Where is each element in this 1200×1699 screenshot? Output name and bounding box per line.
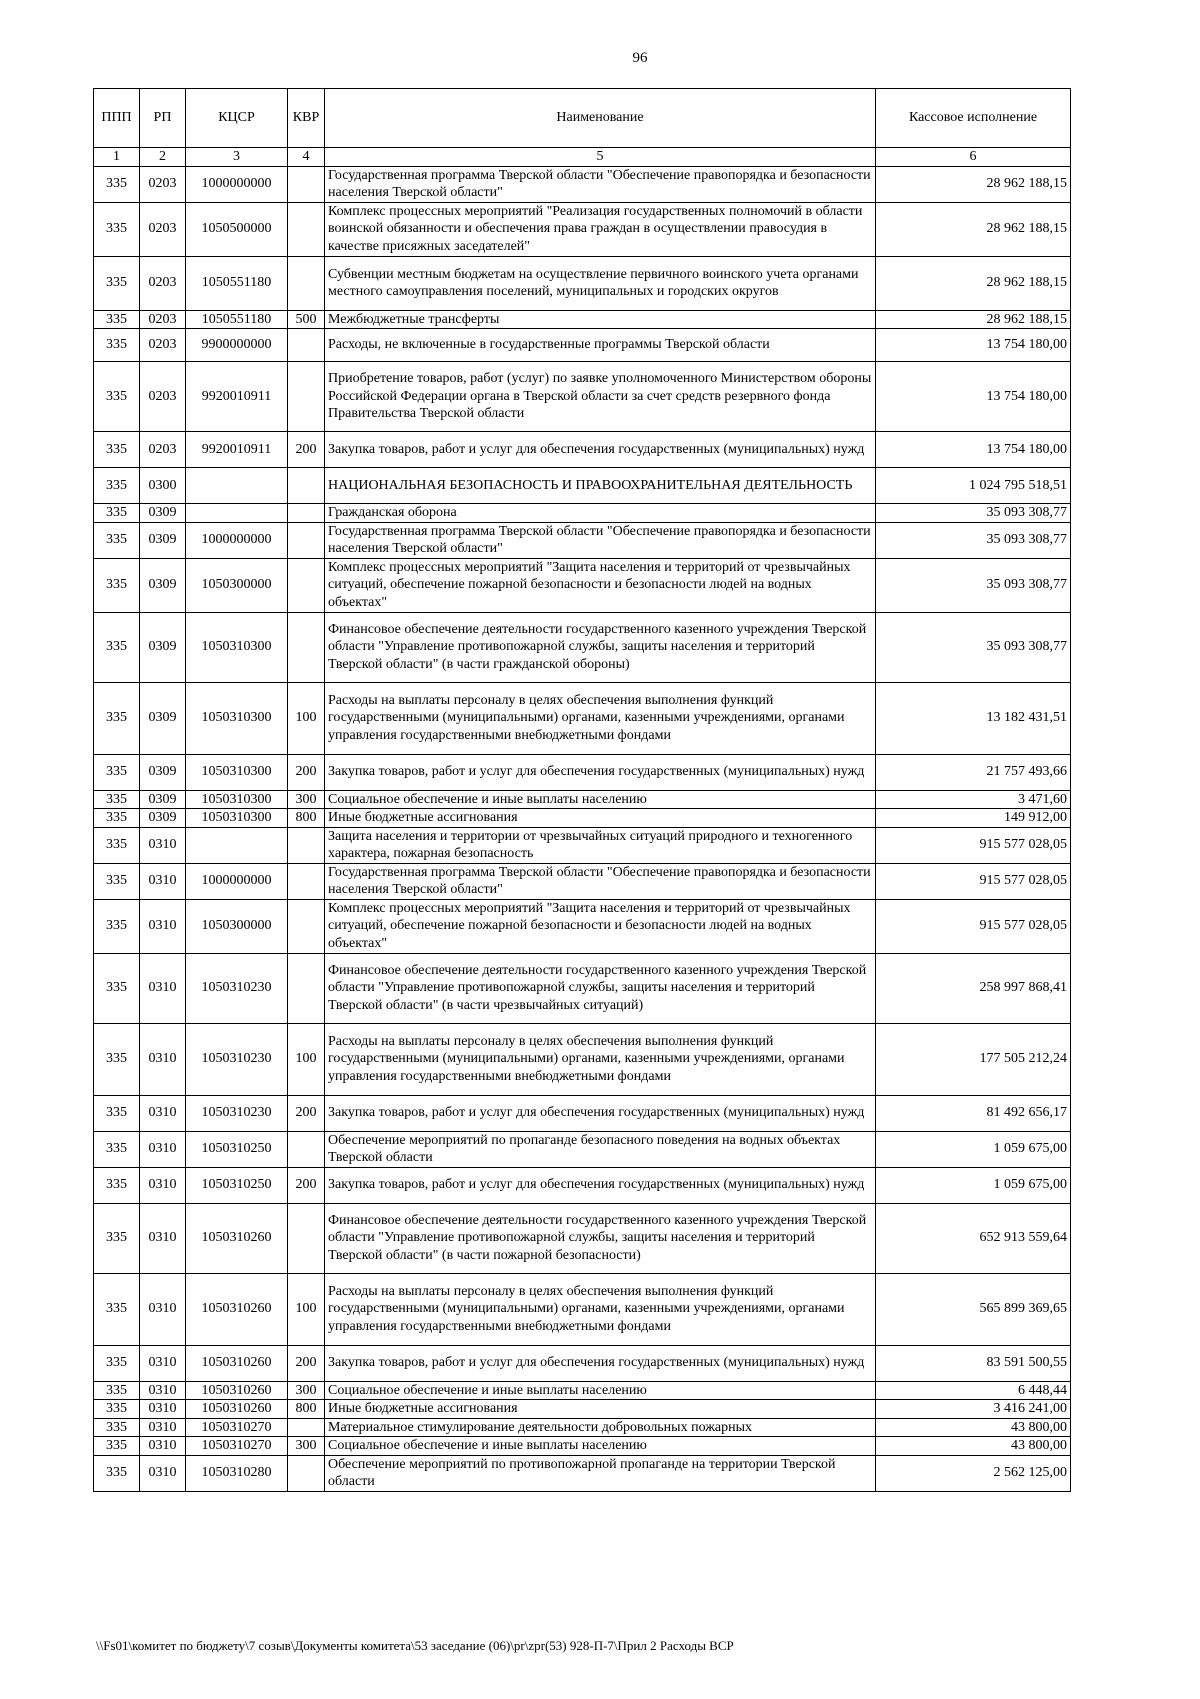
table-row [94, 863, 1071, 899]
column-header-rp: РП [140, 89, 186, 148]
cell-amount: 35 093 308,77 [876, 558, 1071, 612]
cell-rp: 0309 [140, 809, 186, 828]
cell-rp: 0310 [140, 1273, 186, 1345]
cell-ppp: 335 [94, 790, 140, 809]
cell-name: Государственная программа Тверской области "Обеспечение правопорядка и безопасности населения Тверской области" [325, 522, 876, 558]
cell-name: Социальное обеспечение и иные выплаты населению [325, 1437, 876, 1456]
cell-kvr: 200 [288, 1167, 325, 1203]
cell-rp: 0309 [140, 522, 186, 558]
column-number: 2 [140, 148, 186, 167]
cell-ppp: 335 [94, 1167, 140, 1203]
cell-kcsr: 1050551180 [186, 256, 288, 310]
cell-kcsr: 1050310230 [186, 953, 288, 1023]
cell-amount: 28 962 188,15 [876, 256, 1071, 310]
cell-ppp: 335 [94, 754, 140, 790]
cell-kvr [288, 863, 325, 899]
budget-table [93, 88, 1071, 1492]
cell-ppp: 335 [94, 432, 140, 468]
cell-name: Закупка товаров, работ и услуг для обеспечения государственных (муниципальных) нужд [325, 1167, 876, 1203]
cell-kvr [288, 362, 325, 432]
cell-kvr [288, 504, 325, 523]
cell-name: Финансовое обеспечение деятельности государственного казенного учреждения Тверской области "Управление противопожарной службы, защиты населения и территорий Тверской области" (в части пожарной безопасности) [325, 1203, 876, 1273]
table-row [94, 1345, 1071, 1381]
cell-rp: 0309 [140, 790, 186, 809]
cell-kcsr: 1050310270 [186, 1418, 288, 1437]
cell-name: Комплекс процессных мероприятий "Реализация государственных полномочий в области воинской обязанности и обеспечения права граждан в осуществлении правосудия в качестве присяжных заседателей" [325, 202, 876, 256]
column-header-kvr: КВР [288, 89, 325, 148]
cell-kcsr: 1000000000 [186, 166, 288, 202]
cell-kvr: 200 [288, 432, 325, 468]
cell-kcsr: 1050310270 [186, 1437, 288, 1456]
cell-amount: 3 416 241,00 [876, 1400, 1071, 1419]
cell-amount: 13 754 180,00 [876, 432, 1071, 468]
cell-kcsr: 1050310260 [186, 1203, 288, 1273]
cell-rp: 0203 [140, 432, 186, 468]
cell-rp: 0300 [140, 468, 186, 504]
cell-kvr: 200 [288, 1345, 325, 1381]
cell-kcsr: 1000000000 [186, 863, 288, 899]
table-row [94, 790, 1071, 809]
cell-kvr: 100 [288, 1023, 325, 1095]
cell-ppp: 335 [94, 1400, 140, 1419]
cell-amount: 1 059 675,00 [876, 1167, 1071, 1203]
cell-ppp: 335 [94, 682, 140, 754]
cell-name: Расходы на выплаты персоналу в целях обеспечения выполнения функций государственными (муниципальными) органами, казенными учреждениями, органами управления государственными внебюджетными фондами [325, 682, 876, 754]
cell-amount: 43 800,00 [876, 1418, 1071, 1437]
cell-ppp: 335 [94, 310, 140, 329]
cell-ppp: 335 [94, 558, 140, 612]
table-row [94, 362, 1071, 432]
cell-rp: 0203 [140, 329, 186, 362]
table-row [94, 1167, 1071, 1203]
cell-rp: 0310 [140, 1455, 186, 1491]
cell-rp: 0310 [140, 1131, 186, 1167]
table-row [94, 1437, 1071, 1456]
cell-amount: 915 577 028,05 [876, 863, 1071, 899]
cell-amount: 28 962 188,15 [876, 310, 1071, 329]
cell-name: Финансовое обеспечение деятельности государственного казенного учреждения Тверской области "Управление противопожарной службы, защиты населения и территорий Тверской области" (в части гражданской обороны) [325, 612, 876, 682]
cell-kvr: 300 [288, 790, 325, 809]
column-header-ppp: ППП [94, 89, 140, 148]
cell-kvr [288, 612, 325, 682]
table-row [94, 166, 1071, 202]
cell-ppp: 335 [94, 1381, 140, 1400]
cell-amount: 21 757 493,66 [876, 754, 1071, 790]
column-number: 1 [94, 148, 140, 167]
cell-rp: 0310 [140, 827, 186, 863]
cell-kcsr: 1050500000 [186, 202, 288, 256]
cell-kcsr: 1050310260 [186, 1400, 288, 1419]
cell-rp: 0309 [140, 612, 186, 682]
cell-kcsr: 1050310250 [186, 1131, 288, 1167]
table-row [94, 827, 1071, 863]
column-number: 3 [186, 148, 288, 167]
cell-kvr [288, 1131, 325, 1167]
cell-amount: 35 093 308,77 [876, 522, 1071, 558]
cell-kvr: 200 [288, 1095, 325, 1131]
cell-name: Материальное стимулирование деятельности добровольных пожарных [325, 1418, 876, 1437]
cell-kcsr: 9920010911 [186, 432, 288, 468]
cell-ppp: 335 [94, 522, 140, 558]
cell-kcsr: 1050300000 [186, 558, 288, 612]
cell-rp: 0309 [140, 558, 186, 612]
cell-kcsr: 9900000000 [186, 329, 288, 362]
cell-rp: 0310 [140, 1400, 186, 1419]
table-row [94, 329, 1071, 362]
table-row [94, 522, 1071, 558]
cell-kvr [288, 202, 325, 256]
cell-kvr [288, 899, 325, 953]
cell-amount: 3 471,60 [876, 790, 1071, 809]
table-row [94, 468, 1071, 504]
cell-kcsr: 1050310280 [186, 1455, 288, 1491]
cell-ppp: 335 [94, 1131, 140, 1167]
cell-amount: 915 577 028,05 [876, 899, 1071, 953]
cell-ppp: 335 [94, 1273, 140, 1345]
cell-kcsr: 1050310260 [186, 1273, 288, 1345]
column-number-row [94, 148, 1071, 167]
cell-ppp: 335 [94, 202, 140, 256]
cell-name: Закупка товаров, работ и услуг для обеспечения государственных (муниципальных) нужд [325, 1095, 876, 1131]
table-row [94, 953, 1071, 1023]
cell-kcsr: 1050310230 [186, 1095, 288, 1131]
cell-ppp: 335 [94, 1418, 140, 1437]
cell-rp: 0310 [140, 1167, 186, 1203]
cell-rp: 0309 [140, 754, 186, 790]
table-row [94, 310, 1071, 329]
cell-name: Расходы на выплаты персоналу в целях обеспечения выполнения функций государственными (муниципальными) органами, казенными учреждениями, органами управления государственными внебюджетными фондами [325, 1023, 876, 1095]
cell-kvr: 300 [288, 1437, 325, 1456]
table-row [94, 809, 1071, 828]
cell-kvr [288, 558, 325, 612]
table-row [94, 256, 1071, 310]
cell-rp: 0309 [140, 682, 186, 754]
cell-name: Иные бюджетные ассигнования [325, 1400, 876, 1419]
cell-rp: 0309 [140, 504, 186, 523]
cell-ppp: 335 [94, 504, 140, 523]
column-number: 6 [876, 148, 1071, 167]
cell-rp: 0203 [140, 166, 186, 202]
table-row [94, 202, 1071, 256]
column-header-kcsr: КЦСР [186, 89, 288, 148]
cell-amount: 81 492 656,17 [876, 1095, 1071, 1131]
cell-rp: 0203 [140, 310, 186, 329]
cell-kvr: 100 [288, 682, 325, 754]
cell-kvr [288, 256, 325, 310]
cell-name: Государственная программа Тверской области "Обеспечение правопорядка и безопасности населения Тверской области" [325, 863, 876, 899]
cell-kcsr: 1050310260 [186, 1345, 288, 1381]
cell-amount: 915 577 028,05 [876, 827, 1071, 863]
cell-kcsr: 1050310300 [186, 612, 288, 682]
cell-rp: 0310 [140, 1023, 186, 1095]
cell-ppp: 335 [94, 827, 140, 863]
cell-kvr: 300 [288, 1381, 325, 1400]
cell-kcsr: 1050310300 [186, 809, 288, 828]
table-row [94, 1455, 1071, 1491]
cell-ppp: 335 [94, 256, 140, 310]
cell-kcsr: 1050310230 [186, 1023, 288, 1095]
cell-rp: 0310 [140, 1418, 186, 1437]
cell-amount: 149 912,00 [876, 809, 1071, 828]
table-row [94, 1418, 1071, 1437]
cell-rp: 0310 [140, 863, 186, 899]
cell-name: Комплекс процессных мероприятий "Защита населения и территорий от чрезвычайных ситуаций, обеспечение пожарной безопасности и безопасности людей на водных объектах" [325, 899, 876, 953]
cell-ppp: 335 [94, 1455, 140, 1491]
cell-kvr: 800 [288, 1400, 325, 1419]
cell-amount: 28 962 188,15 [876, 166, 1071, 202]
table-row [94, 754, 1071, 790]
cell-ppp: 335 [94, 1203, 140, 1273]
cell-name: Обеспечение мероприятий по противопожарной пропаганде на территории Тверской области [325, 1455, 876, 1491]
cell-kcsr: 9920010911 [186, 362, 288, 432]
table-row [94, 1023, 1071, 1095]
cell-amount: 13 182 431,51 [876, 682, 1071, 754]
cell-ppp: 335 [94, 468, 140, 504]
cell-kcsr: 1050310300 [186, 682, 288, 754]
cell-ppp: 335 [94, 1437, 140, 1456]
cell-name: Гражданская оборона [325, 504, 876, 523]
cell-rp: 0203 [140, 362, 186, 432]
cell-kvr: 500 [288, 310, 325, 329]
cell-amount: 35 093 308,77 [876, 612, 1071, 682]
cell-rp: 0203 [140, 202, 186, 256]
table-body [94, 166, 1071, 1491]
cell-amount: 28 962 188,15 [876, 202, 1071, 256]
cell-name: Государственная программа Тверской области "Обеспечение правопорядка и безопасности населения Тверской области" [325, 166, 876, 202]
table-header-row [94, 89, 1071, 148]
cell-kcsr: 1050551180 [186, 310, 288, 329]
table-row [94, 1273, 1071, 1345]
cell-name: Социальное обеспечение и иные выплаты населению [325, 1381, 876, 1400]
cell-kvr: 100 [288, 1273, 325, 1345]
cell-amount: 13 754 180,00 [876, 329, 1071, 362]
cell-amount: 6 448,44 [876, 1381, 1071, 1400]
cell-ppp: 335 [94, 953, 140, 1023]
table-row [94, 432, 1071, 468]
cell-name: Иные бюджетные ассигнования [325, 809, 876, 828]
cell-kcsr: 1050310300 [186, 754, 288, 790]
cell-kcsr [186, 468, 288, 504]
cell-ppp: 335 [94, 612, 140, 682]
cell-amount: 565 899 369,65 [876, 1273, 1071, 1345]
table-row [94, 682, 1071, 754]
table-row [94, 1381, 1071, 1400]
table-row [94, 1131, 1071, 1167]
cell-kvr [288, 827, 325, 863]
cell-rp: 0310 [140, 1437, 186, 1456]
cell-kcsr [186, 504, 288, 523]
cell-name: Закупка товаров, работ и услуг для обеспечения государственных (муниципальных) нужд [325, 754, 876, 790]
cell-amount: 1 024 795 518,51 [876, 468, 1071, 504]
table-row [94, 899, 1071, 953]
cell-kvr [288, 522, 325, 558]
cell-amount: 652 913 559,64 [876, 1203, 1071, 1273]
page-number: 96 [632, 50, 648, 66]
column-header-amount: Кассовое исполнение [876, 89, 1071, 148]
table-row [94, 1400, 1071, 1419]
cell-kcsr: 1050310250 [186, 1167, 288, 1203]
cell-ppp: 335 [94, 362, 140, 432]
cell-ppp: 335 [94, 899, 140, 953]
cell-name: Закупка товаров, работ и услуг для обеспечения государственных (муниципальных) нужд [325, 432, 876, 468]
cell-ppp: 335 [94, 166, 140, 202]
table-row [94, 1095, 1071, 1131]
cell-amount: 43 800,00 [876, 1437, 1071, 1456]
table-row [94, 558, 1071, 612]
cell-kvr [288, 1455, 325, 1491]
cell-amount: 2 562 125,00 [876, 1455, 1071, 1491]
cell-name: Субвенции местным бюджетам на осуществление первичного воинского учета органами местного самоуправления поселений, муниципальных и городских округов [325, 256, 876, 310]
cell-name: Финансовое обеспечение деятельности государственного казенного учреждения Тверской области "Управление противопожарной службы, защиты населения и территорий Тверской области" (в части чрезвычайных ситуаций) [325, 953, 876, 1023]
cell-ppp: 335 [94, 809, 140, 828]
column-number: 4 [288, 148, 325, 167]
cell-name: Межбюджетные трансферты [325, 310, 876, 329]
cell-amount: 83 591 500,55 [876, 1345, 1071, 1381]
cell-amount: 177 505 212,24 [876, 1023, 1071, 1095]
cell-kvr: 200 [288, 754, 325, 790]
cell-kvr [288, 329, 325, 362]
cell-name: Закупка товаров, работ и услуг для обеспечения государственных (муниципальных) нужд [325, 1345, 876, 1381]
cell-ppp: 335 [94, 1345, 140, 1381]
cell-rp: 0310 [140, 1095, 186, 1131]
cell-name: НАЦИОНАЛЬНАЯ БЕЗОПАСНОСТЬ И ПРАВООХРАНИТЕЛЬНАЯ ДЕЯТЕЛЬНОСТЬ [325, 468, 876, 504]
cell-rp: 0310 [140, 899, 186, 953]
cell-kcsr: 1050300000 [186, 899, 288, 953]
cell-kvr [288, 953, 325, 1023]
cell-ppp: 335 [94, 329, 140, 362]
cell-rp: 0310 [140, 953, 186, 1023]
cell-amount: 1 059 675,00 [876, 1131, 1071, 1167]
cell-name: Расходы на выплаты персоналу в целях обеспечения выполнения функций государственными (муниципальными) органами, казенными учреждениями, органами управления государственными внебюджетными фондами [325, 1273, 876, 1345]
cell-kvr: 800 [288, 809, 325, 828]
column-number: 5 [325, 148, 876, 167]
cell-kcsr: 1050310260 [186, 1381, 288, 1400]
cell-rp: 0310 [140, 1381, 186, 1400]
cell-rp: 0310 [140, 1203, 186, 1273]
table-row [94, 1203, 1071, 1273]
cell-kcsr: 1050310300 [186, 790, 288, 809]
cell-rp: 0310 [140, 1345, 186, 1381]
cell-rp: 0203 [140, 256, 186, 310]
cell-name: Комплекс процессных мероприятий "Защита населения и территорий от чрезвычайных ситуаций, обеспечение пожарной безопасности и безопасности людей на водных объектах" [325, 558, 876, 612]
cell-amount: 13 754 180,00 [876, 362, 1071, 432]
footer-file-path: \\Fs01\комитет по бюджету\7 созыв\Документы комитета\53 заседание (06)\pr\zpr(53) 928-П-7\Прил 2 Расходы ВСР [96, 1638, 734, 1653]
cell-ppp: 335 [94, 1023, 140, 1095]
cell-amount: 35 093 308,77 [876, 504, 1071, 523]
cell-amount: 258 997 868,41 [876, 953, 1071, 1023]
cell-name: Социальное обеспечение и иные выплаты населению [325, 790, 876, 809]
cell-kcsr [186, 827, 288, 863]
table-row [94, 504, 1071, 523]
cell-name: Приобретение товаров, работ (услуг) по заявке уполномоченного Министерством обороны Российской Федерации органа в Тверской области за счет средств резервного фонда Правительства Тверской области [325, 362, 876, 432]
cell-name: Обеспечение мероприятий по пропаганде безопасного поведения на водных объектах Тверской области [325, 1131, 876, 1167]
cell-kvr [288, 468, 325, 504]
table-row [94, 612, 1071, 682]
cell-name: Расходы, не включенные в государственные программы Тверской области [325, 329, 876, 362]
cell-kvr [288, 1418, 325, 1437]
cell-kvr [288, 1203, 325, 1273]
cell-kvr [288, 166, 325, 202]
cell-name: Защита населения и территории от чрезвычайных ситуаций природного и техногенного характера, пожарная безопасность [325, 827, 876, 863]
cell-ppp: 335 [94, 863, 140, 899]
cell-ppp: 335 [94, 1095, 140, 1131]
cell-kcsr: 1000000000 [186, 522, 288, 558]
column-header-name: Наименование [325, 89, 876, 148]
